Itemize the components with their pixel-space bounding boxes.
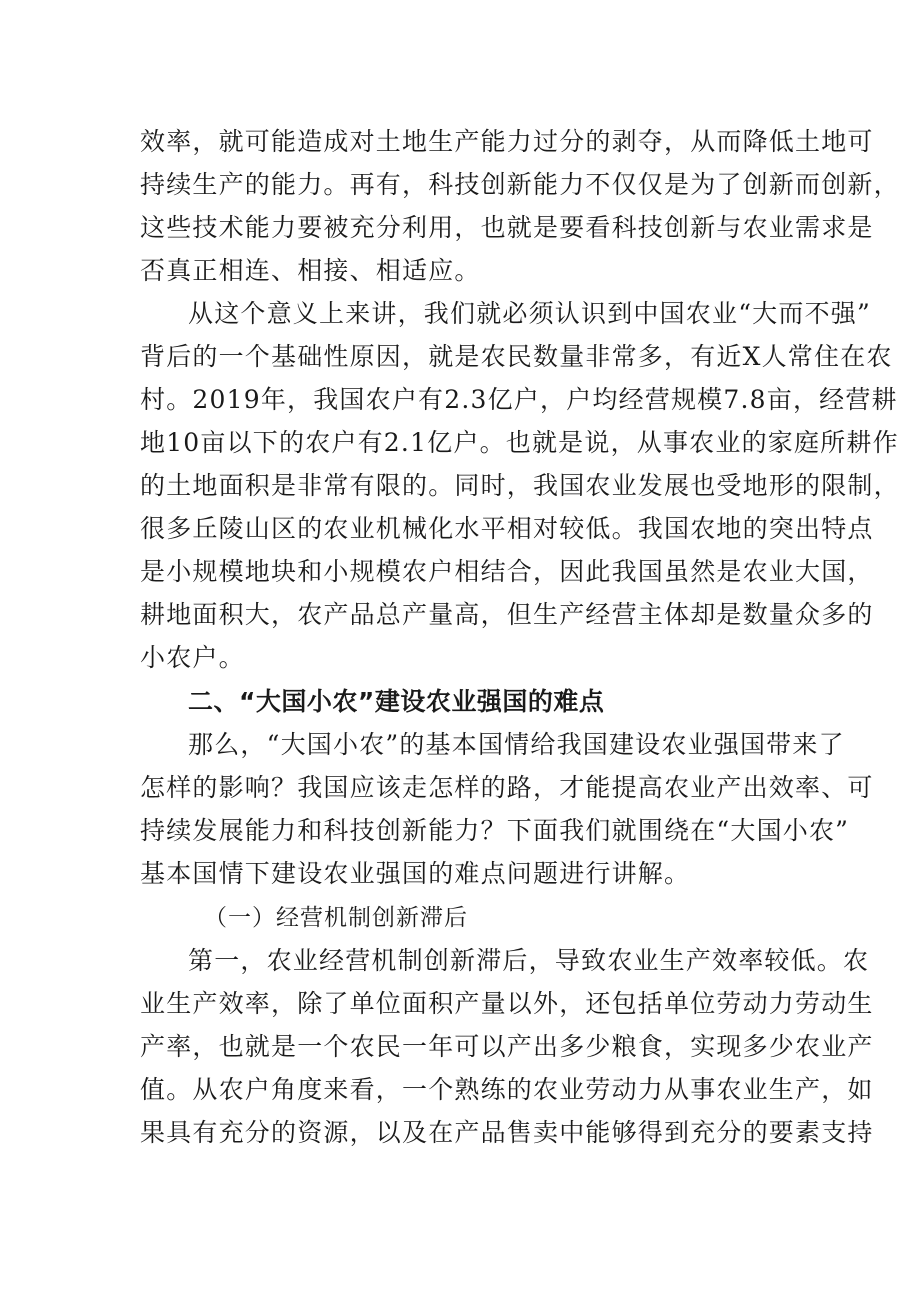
text-line: 第一，农业经营机制创新滞后，导致农业生产效率较低。农 [188,946,870,975]
text-line: 背后的一个基础性原因，就是农民数量非常多，有近X人常住在农 [140,342,893,371]
text-line: 小农户。 [140,643,245,672]
text-line: 很多丘陵山区的农业机械化水平相对较低。我国农地的突出特点 [140,514,874,543]
text-line: 是小规模地块和小规模农户相结合，因此我国虽然是农业大国， [140,557,874,586]
text-line: 怎样的影响？我国应该走怎样的路，才能提高农业产出效率、可 [140,773,874,802]
text-line: 那么，“大国小农”的基本国情给我国建设农业强国带来了 [188,730,845,759]
text-line: 地10亩以下的农户有2.1亿户。也就是说，从事农业的家庭所耕作 [140,428,899,457]
text-line: 村。2019年，我国农户有2.3亿户，户均经营规模7.8亩，经营耕 [140,385,898,414]
text-line: 业生产效率，除了单位面积产量以外，还包括单位劳动力劳动生 [140,989,874,1018]
text-line: 从这个意义上来讲，我们就必须认识到中国农业“大而不强” [188,299,871,328]
text-line: 的土地面积是非常有限的。同时，我国农业发展也受地形的限制， [140,471,900,500]
text-line: 值。从农户角度来看，一个熟练的农业劳动力从事农业生产，如 [140,1075,874,1104]
text-line: 这些技术能力要被充分利用，也就是要看科技创新与农业需求是 [140,213,874,242]
text-line: 果具有充分的资源，以及在产品售卖中能够得到充分的要素支持 [140,1118,874,1147]
text-line: 耕地面积大，农产品总产量高，但生产经营主体却是数量众多的 [140,600,874,629]
subsection-heading: （一）经营机制创新滞后 [204,905,468,931]
text-line: 基本国情下建设农业强国的难点问题进行讲解。 [140,859,691,888]
section-heading: 二、“大国小农”建设农业强国的难点 [188,687,605,716]
text-line: 持续发展能力和科技创新能力？下面我们就围绕在“大国小农” [140,816,850,845]
text-line: 否真正相连、相接、相适应。 [140,256,481,285]
text-line: 效率，就可能造成对土地生产能力过分的剥夺，从而降低土地可 [140,127,874,156]
text-line: 产率，也就是一个农民一年可以产出多少粮食，实现多少农业产 [140,1032,874,1061]
text-line: 持续生产的能力。再有，科技创新能力不仅仅是为了创新而创新， [140,170,900,199]
